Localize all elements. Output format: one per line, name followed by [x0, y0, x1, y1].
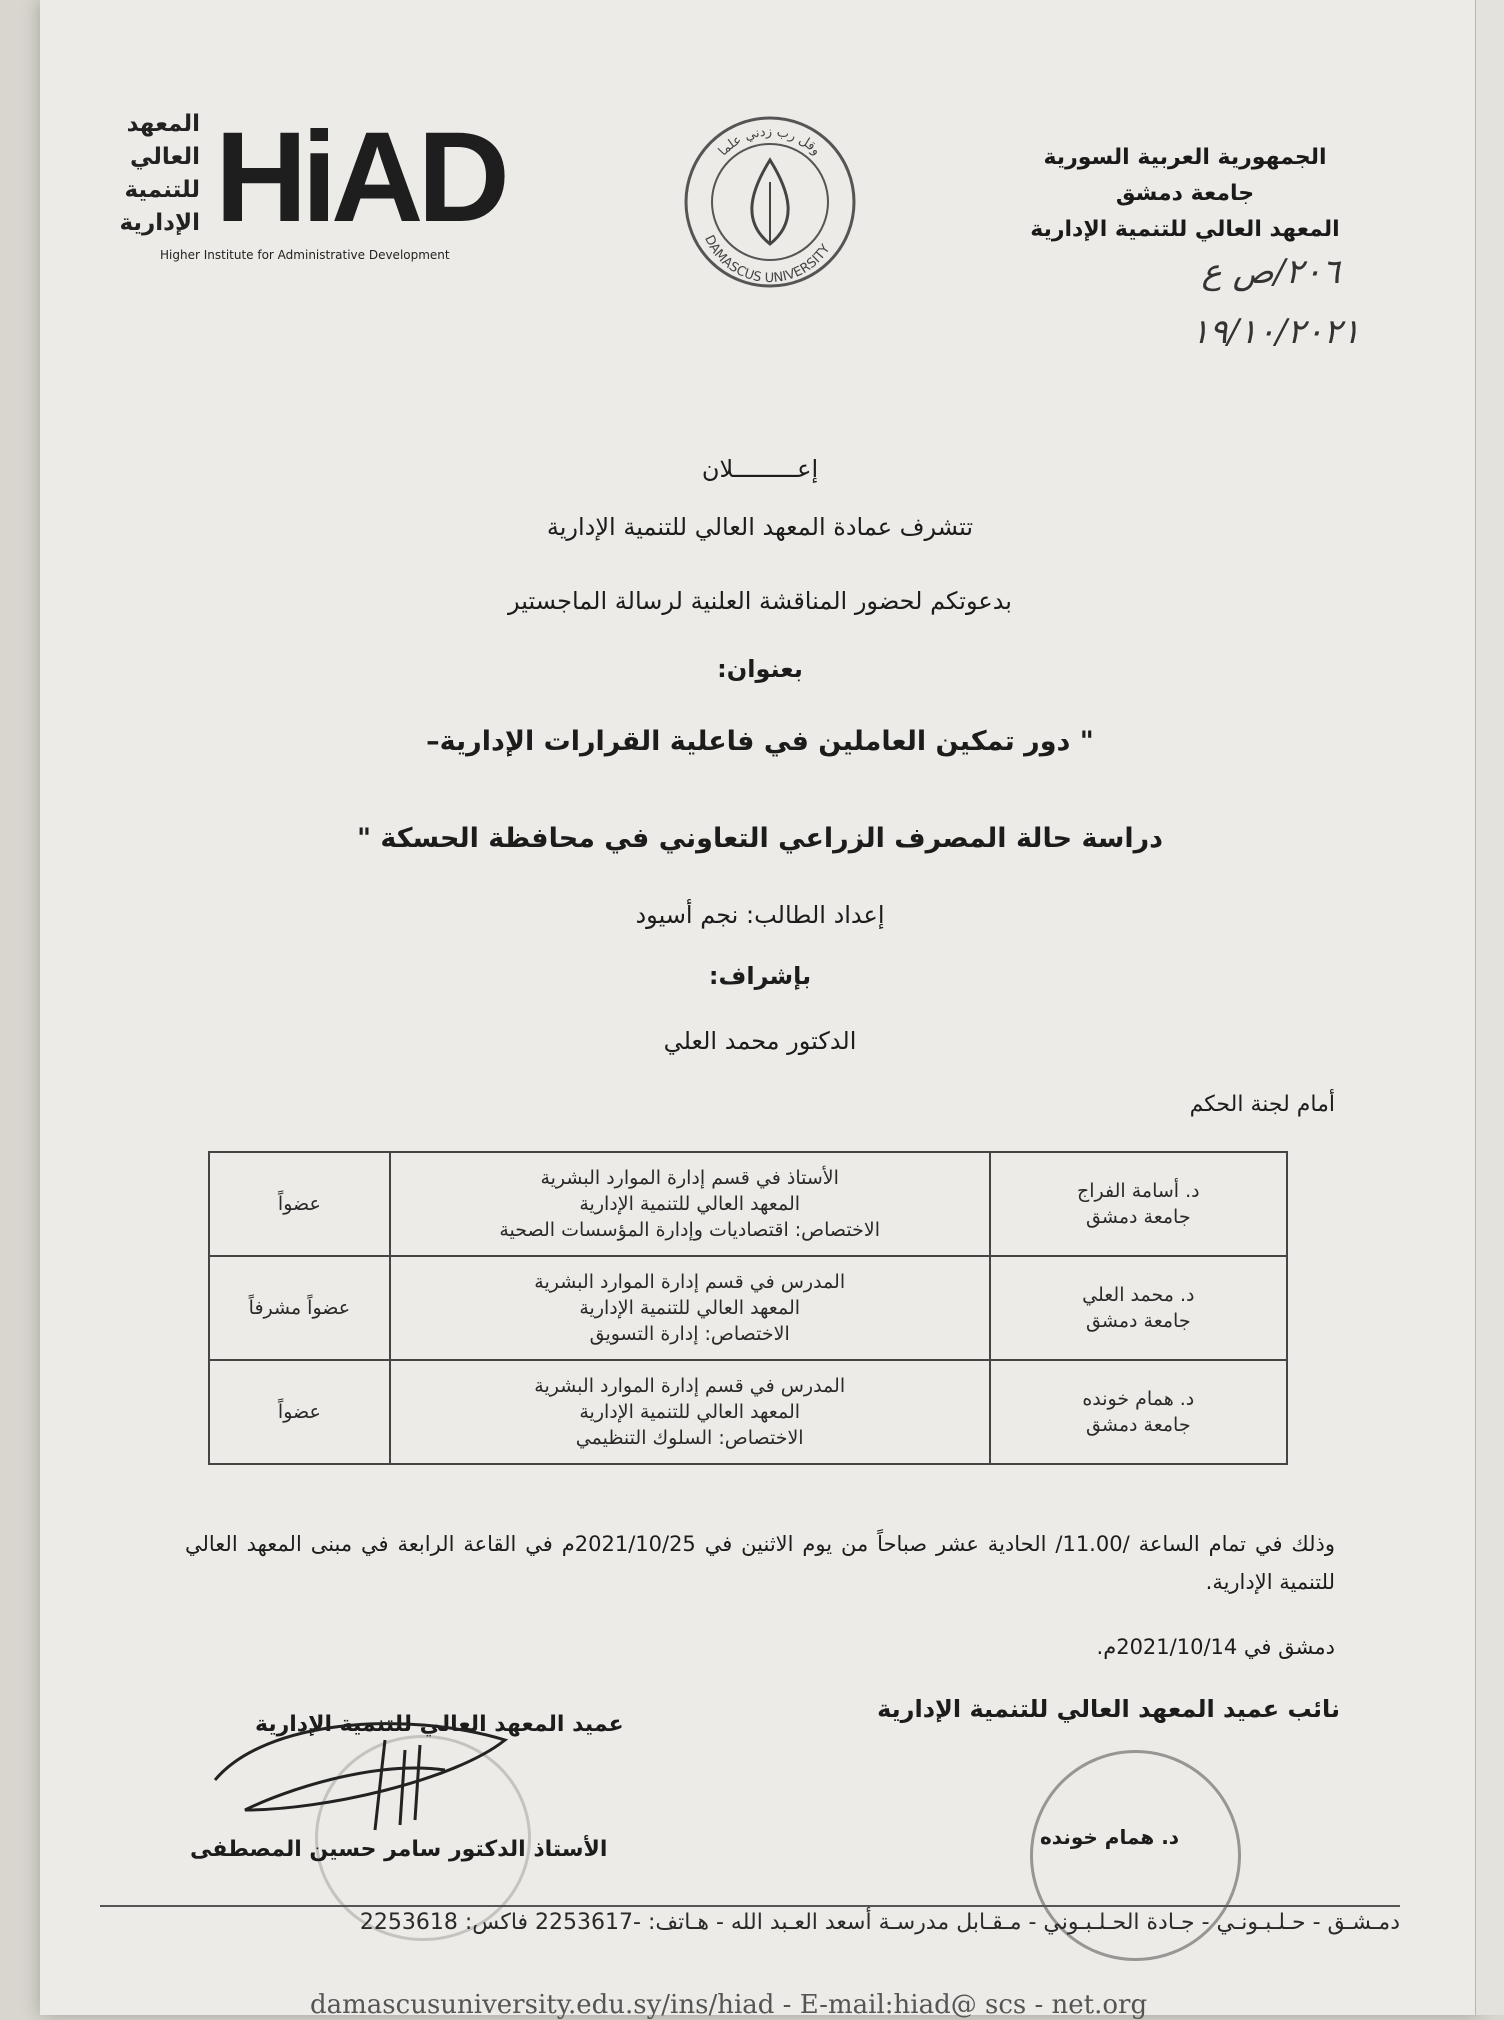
deputy-dean-name: د. همام خونده — [1040, 1825, 1180, 1849]
institute-name: المعهد العالي للتنمية الإدارية — [1030, 217, 1340, 242]
member-position: المدرس في قسم إدارة الموارد البشرية — [534, 1271, 846, 1293]
supervisor-name: الدكتور محمد العلي — [663, 1027, 857, 1055]
member-role: عضواً مشرفاً — [209, 1256, 390, 1360]
student-name: إعداد الطالب: نجم أسيود — [635, 901, 885, 929]
member-institute: المعهد العالي للتنمية الإدارية — [579, 1401, 801, 1423]
member-institute: المعهد العالي للتنمية الإدارية — [579, 1297, 801, 1319]
committee-table — [208, 1151, 1288, 1465]
dean-title: عميد المعهد العالي للتنمية الإدارية — [255, 1712, 624, 1737]
member-university: جامعة دمشق — [1086, 1206, 1191, 1228]
member-name: د. همام خونده — [1082, 1388, 1195, 1410]
svg-text:وقل رب زدني علما — [716, 125, 824, 160]
hiad-logo — [119, 106, 504, 268]
seal-text-en: DAMASCUS UNIVERSITY — [701, 233, 834, 287]
member-university: جامعة دمشق — [1086, 1310, 1191, 1332]
handwritten-ref-date: ١٩/١٠/٢٠٢١ — [1190, 312, 1360, 352]
logo-mark: HiAD — [215, 106, 504, 249]
seal-text-ar: وقل رب زدني علما — [715, 124, 824, 160]
university-name: جامعة دمشق — [1115, 181, 1255, 206]
member-cell — [990, 1360, 1287, 1464]
letterhead-right — [1015, 140, 1355, 248]
deputy-dean-title: نائب عميد المعهد العالي للتنمية الإدارية — [877, 1695, 1340, 1723]
thesis-title-line2: دراسة حالة المصرف الزراعي التعاوني في محافظة الحسكة " — [356, 823, 1164, 854]
logo-ar-line2: العالي — [129, 144, 200, 170]
member-role: عضواً — [209, 1360, 390, 1464]
member-specialty: الاختصاص: السلوك التنظيمي — [575, 1427, 804, 1449]
member-role: عضواً — [209, 1152, 390, 1256]
member-cell — [990, 1256, 1287, 1360]
announcement-line2: بدعوتكم لحضور المناقشة العلنية لرسالة الماجستير — [508, 587, 1012, 615]
document-page — [40, 0, 1480, 2020]
table-row — [209, 1256, 1287, 1360]
country-name: الجمهورية العربية السورية — [1043, 145, 1327, 170]
thesis-title-line1: " دور تمكين العاملين في فاعلية القرارات الإدارية– — [426, 726, 1094, 757]
subject-label: بعنوان: — [717, 655, 803, 683]
supervision-label: بإشراف: — [708, 962, 812, 990]
table-row — [209, 1360, 1287, 1464]
logo-ar-line4: الإدارية — [119, 210, 200, 236]
committee-label: أمام لجنة الحكم — [1189, 1092, 1335, 1117]
member-institute: المعهد العالي للتنمية الإدارية — [579, 1193, 801, 1215]
member-position: المدرس في قسم إدارة الموارد البشرية — [534, 1375, 846, 1397]
logo-en: Higher Institute for Administrative Development — [160, 248, 450, 262]
logo-ar-line3: للتنمية — [124, 177, 200, 203]
member-specialty: الاختصاص: إدارة التسويق — [589, 1323, 790, 1345]
issue-date: دمشق في 2021/10/14م. — [1096, 1635, 1335, 1659]
footer-divider — [100, 1905, 1400, 1907]
member-name: د. أسامة الفراج — [1076, 1180, 1200, 1202]
table-row — [209, 1152, 1287, 1256]
member-name: د. محمد العلي — [1082, 1284, 1195, 1306]
member-description — [390, 1152, 990, 1256]
footer-contact-web: damascusuniversity.edu.sy/ins/hiad - E-mail:hiad@ scs - net.org — [310, 1990, 1148, 2020]
logo-ar-line1: المعهد — [126, 111, 200, 137]
member-cell — [990, 1152, 1287, 1256]
handwritten-ref-number: ٢٠٦/ص ع — [1201, 252, 1340, 292]
damascus-university-seal-icon — [680, 112, 860, 292]
member-description — [390, 1360, 990, 1464]
member-description — [390, 1256, 990, 1360]
member-university: جامعة دمشق — [1086, 1414, 1191, 1436]
announcement-line1: تتشرف عمادة المعهد العالي للتنمية الإدارية — [546, 513, 974, 541]
page-edge — [1475, 0, 1504, 2015]
member-specialty: الاختصاص: اقتصاديات وإدارة المؤسسات الصحية — [499, 1219, 880, 1241]
dean-name: الأستاذ الدكتور سامر حسين المصطفى — [190, 1837, 608, 1862]
member-position: الأستاذ في قسم إدارة الموارد البشرية — [540, 1167, 839, 1189]
signature-icon — [205, 1700, 535, 1840]
footer-address: دمـشـق - حـلـبـونـي - جـادة الحـلـبـوني - مـقـابل مدرسـة أسعد العـبد الله - هـاتف: -2253617 فاكس: 2253618 — [359, 1910, 1400, 1935]
event-details: وذلك في تمام الساعة /11.00/ الحادية عشر صباحاً من يوم الاثنين في 2021/10/25م في القاعة الرابعة في مبنى المعهد العالي للتنمية الإدارية. — [185, 1532, 1335, 1594]
announcement-title: إعـــــــــلان — [701, 455, 819, 483]
